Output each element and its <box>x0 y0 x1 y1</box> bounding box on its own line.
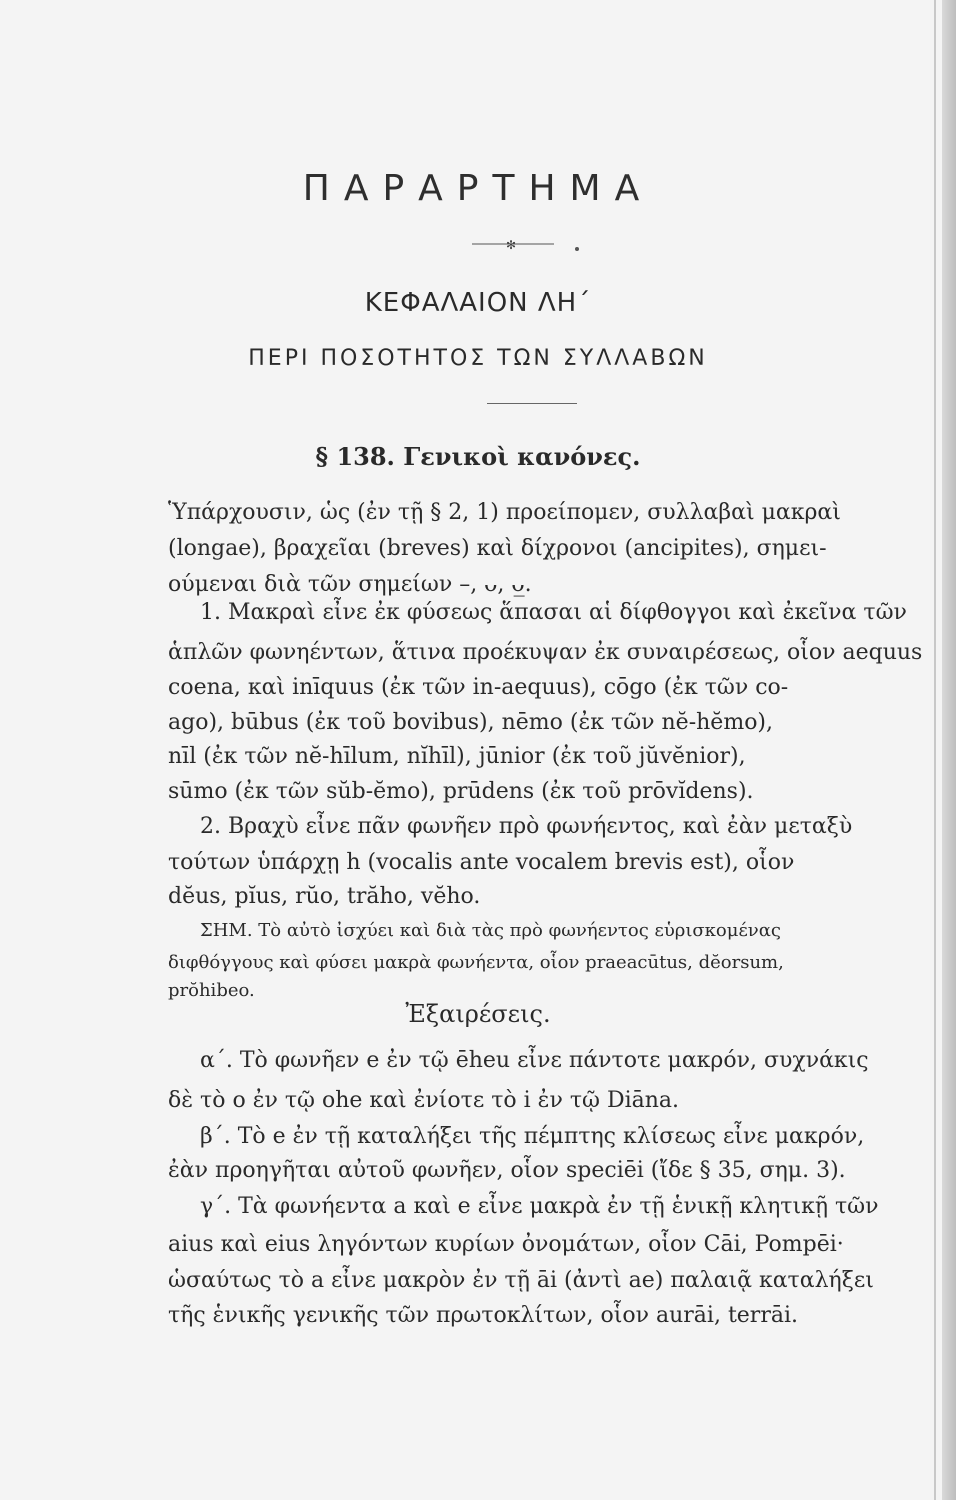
note-line: ΣΗΜ. Τὸ αὐτὸ ἰσχύει καὶ διὰ τὰς πρὸ φωνήεντος εὑρισκομένας <box>200 920 781 941</box>
body-line: Ὑπάρχουσιν, ὡς (ἐν τῇ § 2, 1) προείπομεν, συλλαβαὶ μακραὶ <box>168 500 841 525</box>
body-line: 2. Βραχὺ εἶνε πᾶν φωνῆεν πρὸ φωνήεντος, καὶ ἐὰν μεταξὺ <box>200 814 853 839</box>
section-heading: § 138. Γενικοὶ κανόνες. <box>315 442 641 471</box>
body-line: sūmo (ἐκ τῶν sŭb-ĕmo), prūdens (ἐκ τοῦ prōvĭdens). <box>168 779 754 804</box>
exception-line: ὡσαύτως τὸ a εἶνε μακρὸν ἐν τῇ āi (ἀντὶ ae) παλαιᾷ καταλήξει <box>168 1268 874 1293</box>
note-line: διφθόγγους καὶ φύσει μακρὰ φωνήεντα, οἷον praeacūtus, dĕorsum, <box>168 952 784 973</box>
exception-line: τῆς ἑνικῆς γενικῆς τῶν πρωτοκλίτων, οἷον aurāi, terrāi. <box>168 1303 798 1328</box>
body-line: (longae), βραχεῖαι (breves) καὶ δίχρονοι (ancipites), σημει- <box>168 536 827 561</box>
svg-text:✻: ✻ <box>506 238 517 252</box>
body-line: ἁπλῶν φωνηέντων, ἅτινα προέκυψαν ἐκ συναιρέσεως, οἷον aequus <box>168 640 923 665</box>
body-line: nīl (ἐκ τῶν nĕ-hīlum, nĭhīl), jūnior (ἐκ τοῦ jŭvĕnior), <box>168 744 746 769</box>
exception-line: β΄. Τὸ e ἐν τῇ καταλήξει τῆς πέμπτης κλίσεως εἶνε μακρόν, <box>200 1124 865 1149</box>
body-line: coena, καὶ inīquus (ἐκ τῶν in-aequus), cōgo (ἐκ τῶν co- <box>168 675 789 700</box>
page-title: ΠΑΡΑΡΤΗΜΑ <box>302 168 654 209</box>
exception-line: ἐὰν προηγῆται αὐτοῦ φωνῆεν, οἷον speciēi (ἴδε § 35, σημ. 3). <box>168 1158 846 1183</box>
page-edge <box>942 0 956 1500</box>
body-line: dĕus, pĭus, rŭo, trăho, vĕho. <box>168 884 481 909</box>
body-line: 1. Μακραὶ εἶνε ἐκ φύσεως ἅπασαι αἱ δίφθογγοι καὶ ἐκεῖνα τῶν <box>200 600 907 625</box>
exception-line: δὲ τὸ o ἐν τῷ ohe καὶ ἐνίοτε τὸ i ἐν τῷ Diāna. <box>168 1088 680 1113</box>
body-line: τούτων ὑπάρχῃ h (vocalis ante vocalem brevis est), οἷον <box>168 850 795 875</box>
chapter-heading: ΚΕΦΑΛΑΙΟΝ ΛΗ΄ <box>364 288 592 318</box>
section-rule <box>487 403 577 404</box>
exception-line: α΄. Τὸ φωνῆεν e ἐν τῷ ēheu εἶνε πάντοτε μακρόν, συχνάκις <box>200 1048 869 1073</box>
ornament-divider <box>472 238 582 252</box>
body-line: ago), būbus (ἐκ τοῦ bovibus), nēmo (ἐκ τῶν nĕ-hĕmo), <box>168 710 774 735</box>
note-line: prŏhibeo. <box>168 980 255 1001</box>
chapter-subtitle: ΠΕΡΙ ΠΟΣΟΤΗΤΟΣ ΤΩΝ ΣΥΛΛΑΒΩΝ <box>248 346 708 371</box>
exception-line: γ΄. Τὰ φωνήεντα a καὶ e εἶνε μακρὰ ἐν τῇ ἑνικῇ κλητικῇ τῶν <box>200 1194 879 1219</box>
page-edge-shadow <box>934 0 936 1500</box>
body-line: ούμεναι διὰ τῶν σημείων –, ᴗ, ᴗ̲. <box>168 572 532 597</box>
exceptions-heading: Ἐξαιρέσεις. <box>405 1000 551 1028</box>
exception-line: aius καὶ eius ληγόντων κυρίων ὀνομάτων, οἷον Cāi, Pompēi· <box>168 1232 844 1257</box>
